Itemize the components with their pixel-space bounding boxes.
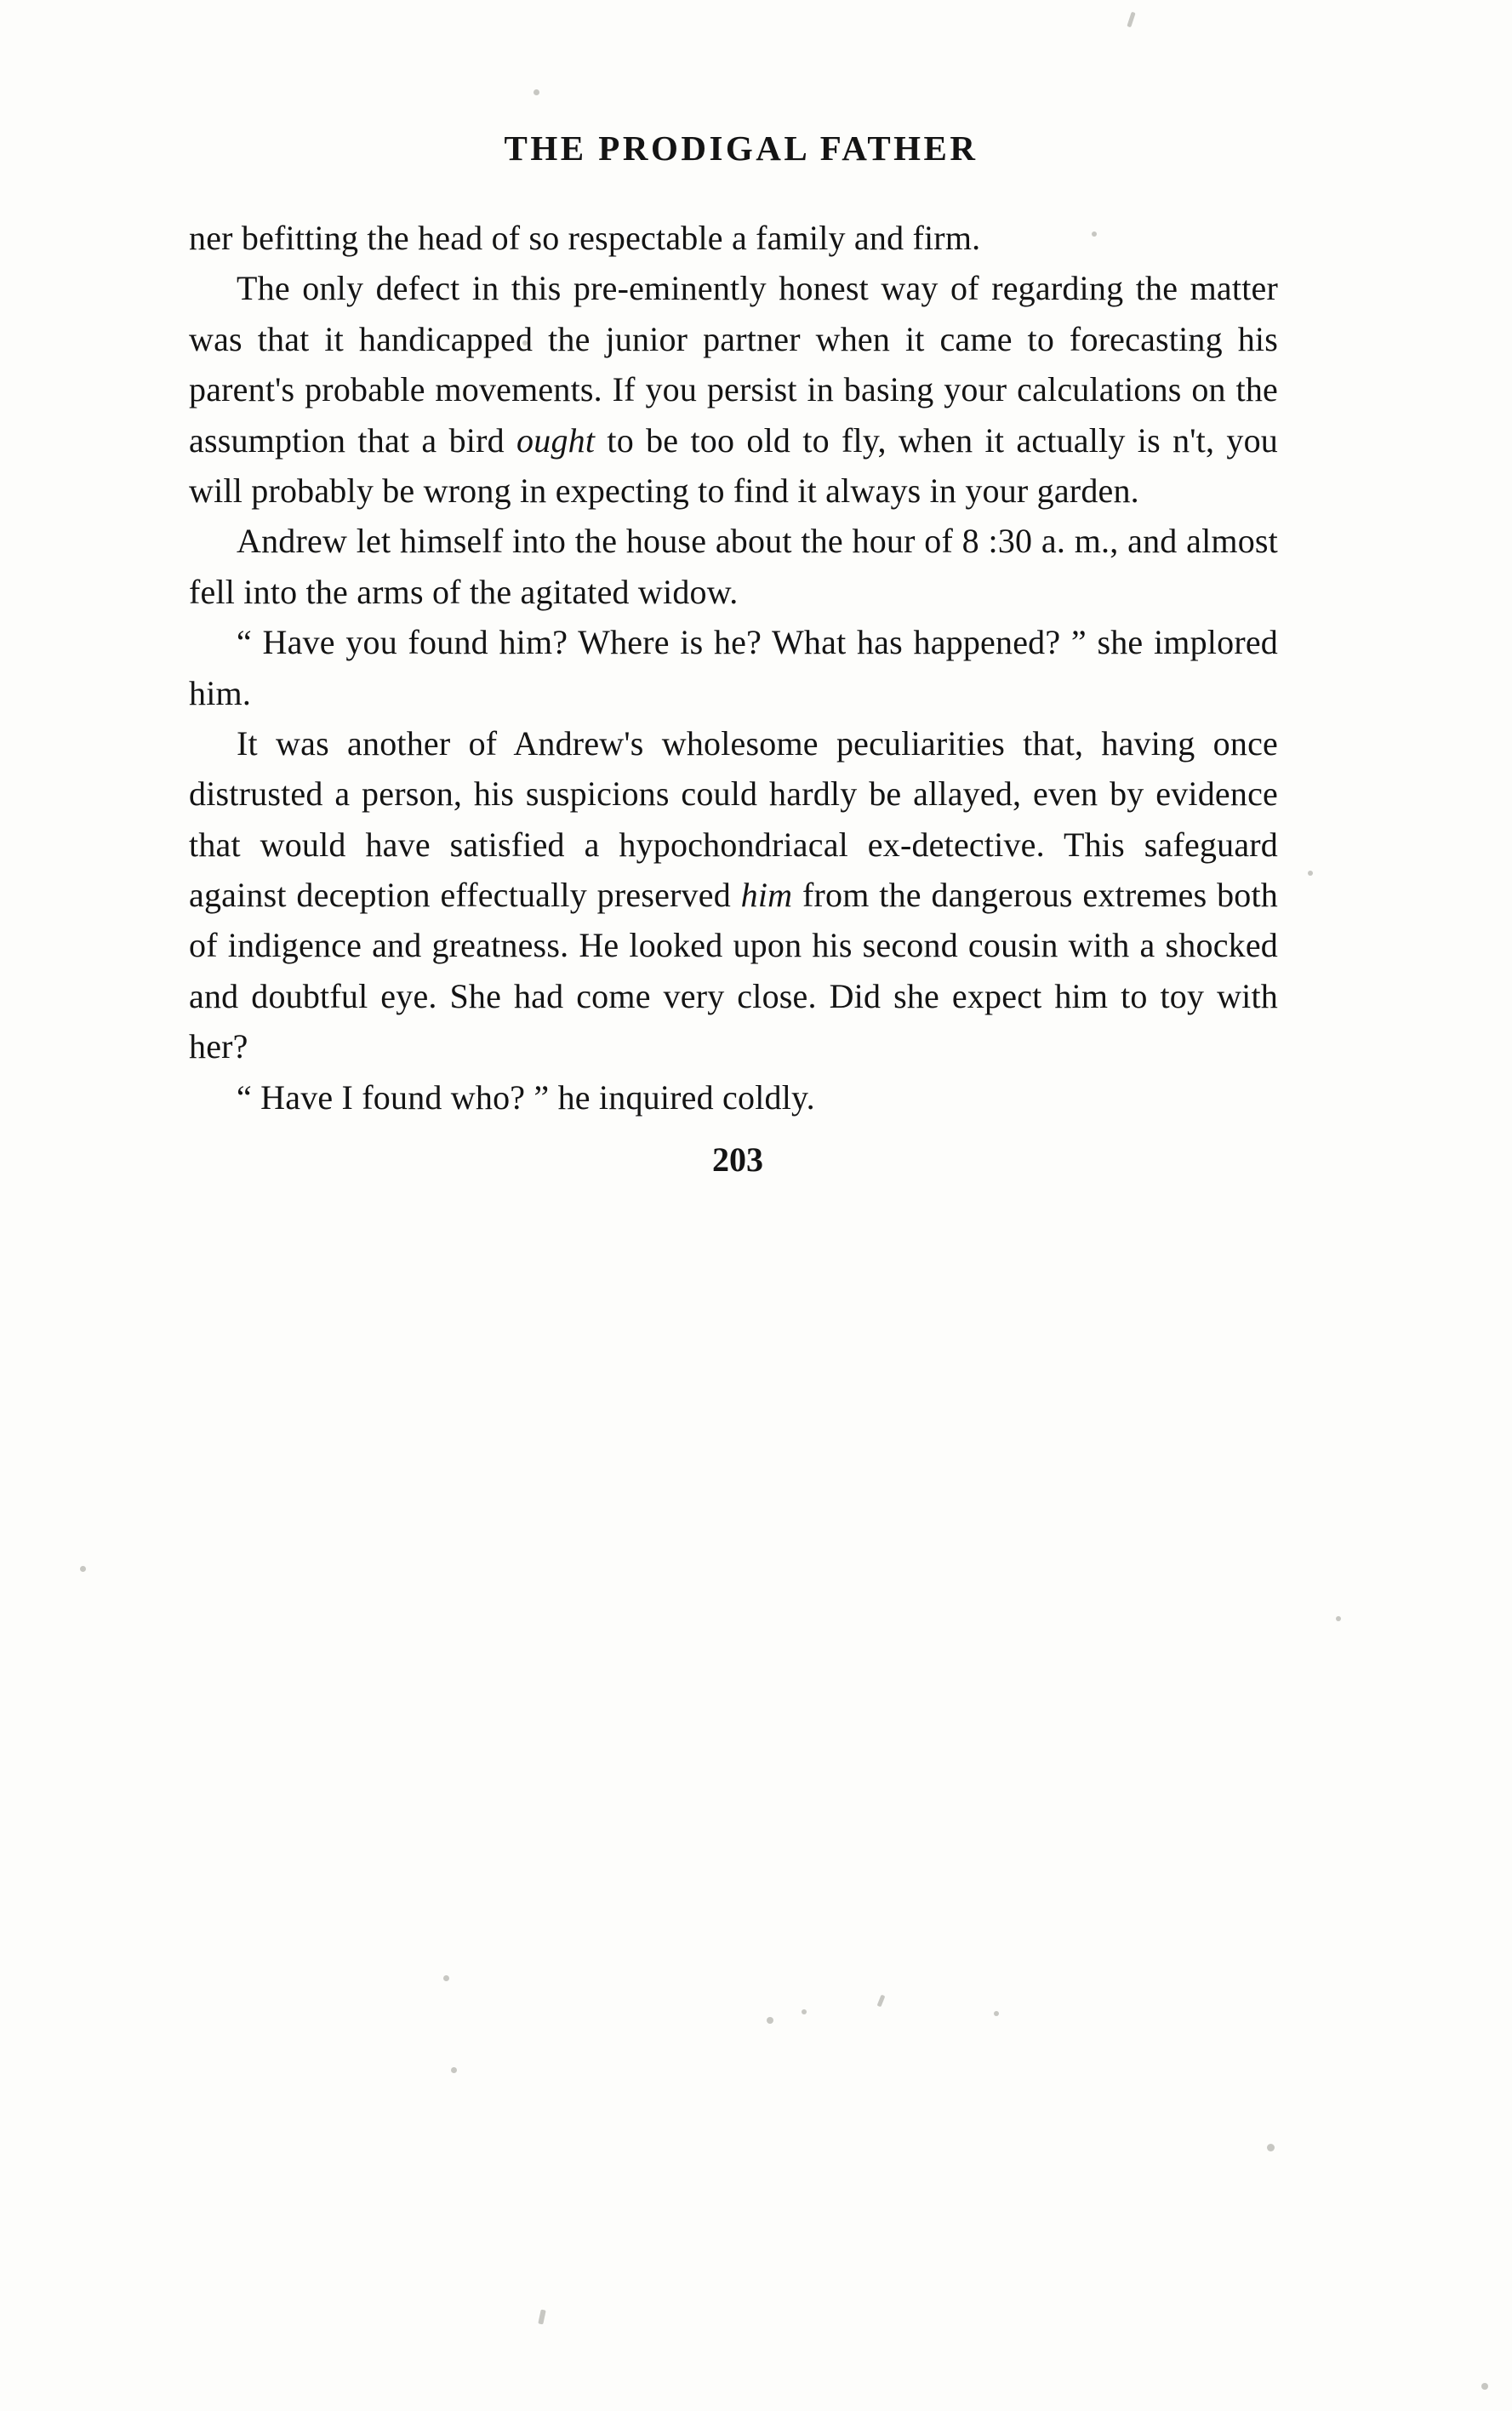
page-number: 203	[712, 1140, 763, 1180]
paragraph: It was another of Andrew's wholesome peculiarities that, having once distrusted a person, his suspicions could hardly be allayed, even by evidence that would have satisfied a hypochondriacal ex-detective. This safeguard against deception effectually preserved him from the dangerous extremes both of indigence and greatness. He looked upon his second cousin with a shocked and doubtful eye. She had come very close. Did she expect him to toy with her?	[189, 723, 1279, 1066]
scan-speck	[802, 2009, 807, 2014]
paragraph: The only defect in this pre-eminently honest way of regarding the matter was that it handicapped the junior partner when it came to forecasting his parent's probable movements. If you persist in basing your calculations on the assumption that a bird ought to be too old to fly, when it actually is n't, you will probably be wrong in expecting to find it always in your garden.	[189, 269, 1279, 510]
paragraph: ner befitting the head of so respectable a family and firm.	[189, 219, 981, 257]
paragraph: “ Have you found him? Where is he? What has happened? ” she implored him.	[189, 623, 1278, 712]
scan-speck	[533, 89, 539, 95]
scan-speck	[1267, 2144, 1275, 2151]
body-text	[189, 213, 1278, 1123]
scan-speck	[451, 2067, 457, 2073]
running-head: THE PRODIGAL FATHER	[504, 129, 979, 168]
scan-speck	[994, 2011, 999, 2016]
scan-speck	[1336, 1616, 1341, 1621]
scan-speck	[538, 2310, 545, 2325]
scan-speck	[80, 1566, 86, 1572]
scan-speck	[1127, 12, 1135, 28]
scan-speck	[443, 1975, 449, 1981]
paragraph: “ Have I found who? ” he inquired coldly.	[237, 1077, 815, 1117]
scan-speck	[877, 1995, 886, 2008]
paragraph: Andrew let himself into the house about the hour of 8 :30 a. m., and almost fell into the arms of the agitated widow.	[189, 522, 1278, 611]
scan-speck	[1308, 871, 1313, 876]
scan-speck	[767, 2017, 773, 2024]
scan-speck	[1481, 2383, 1488, 2390]
